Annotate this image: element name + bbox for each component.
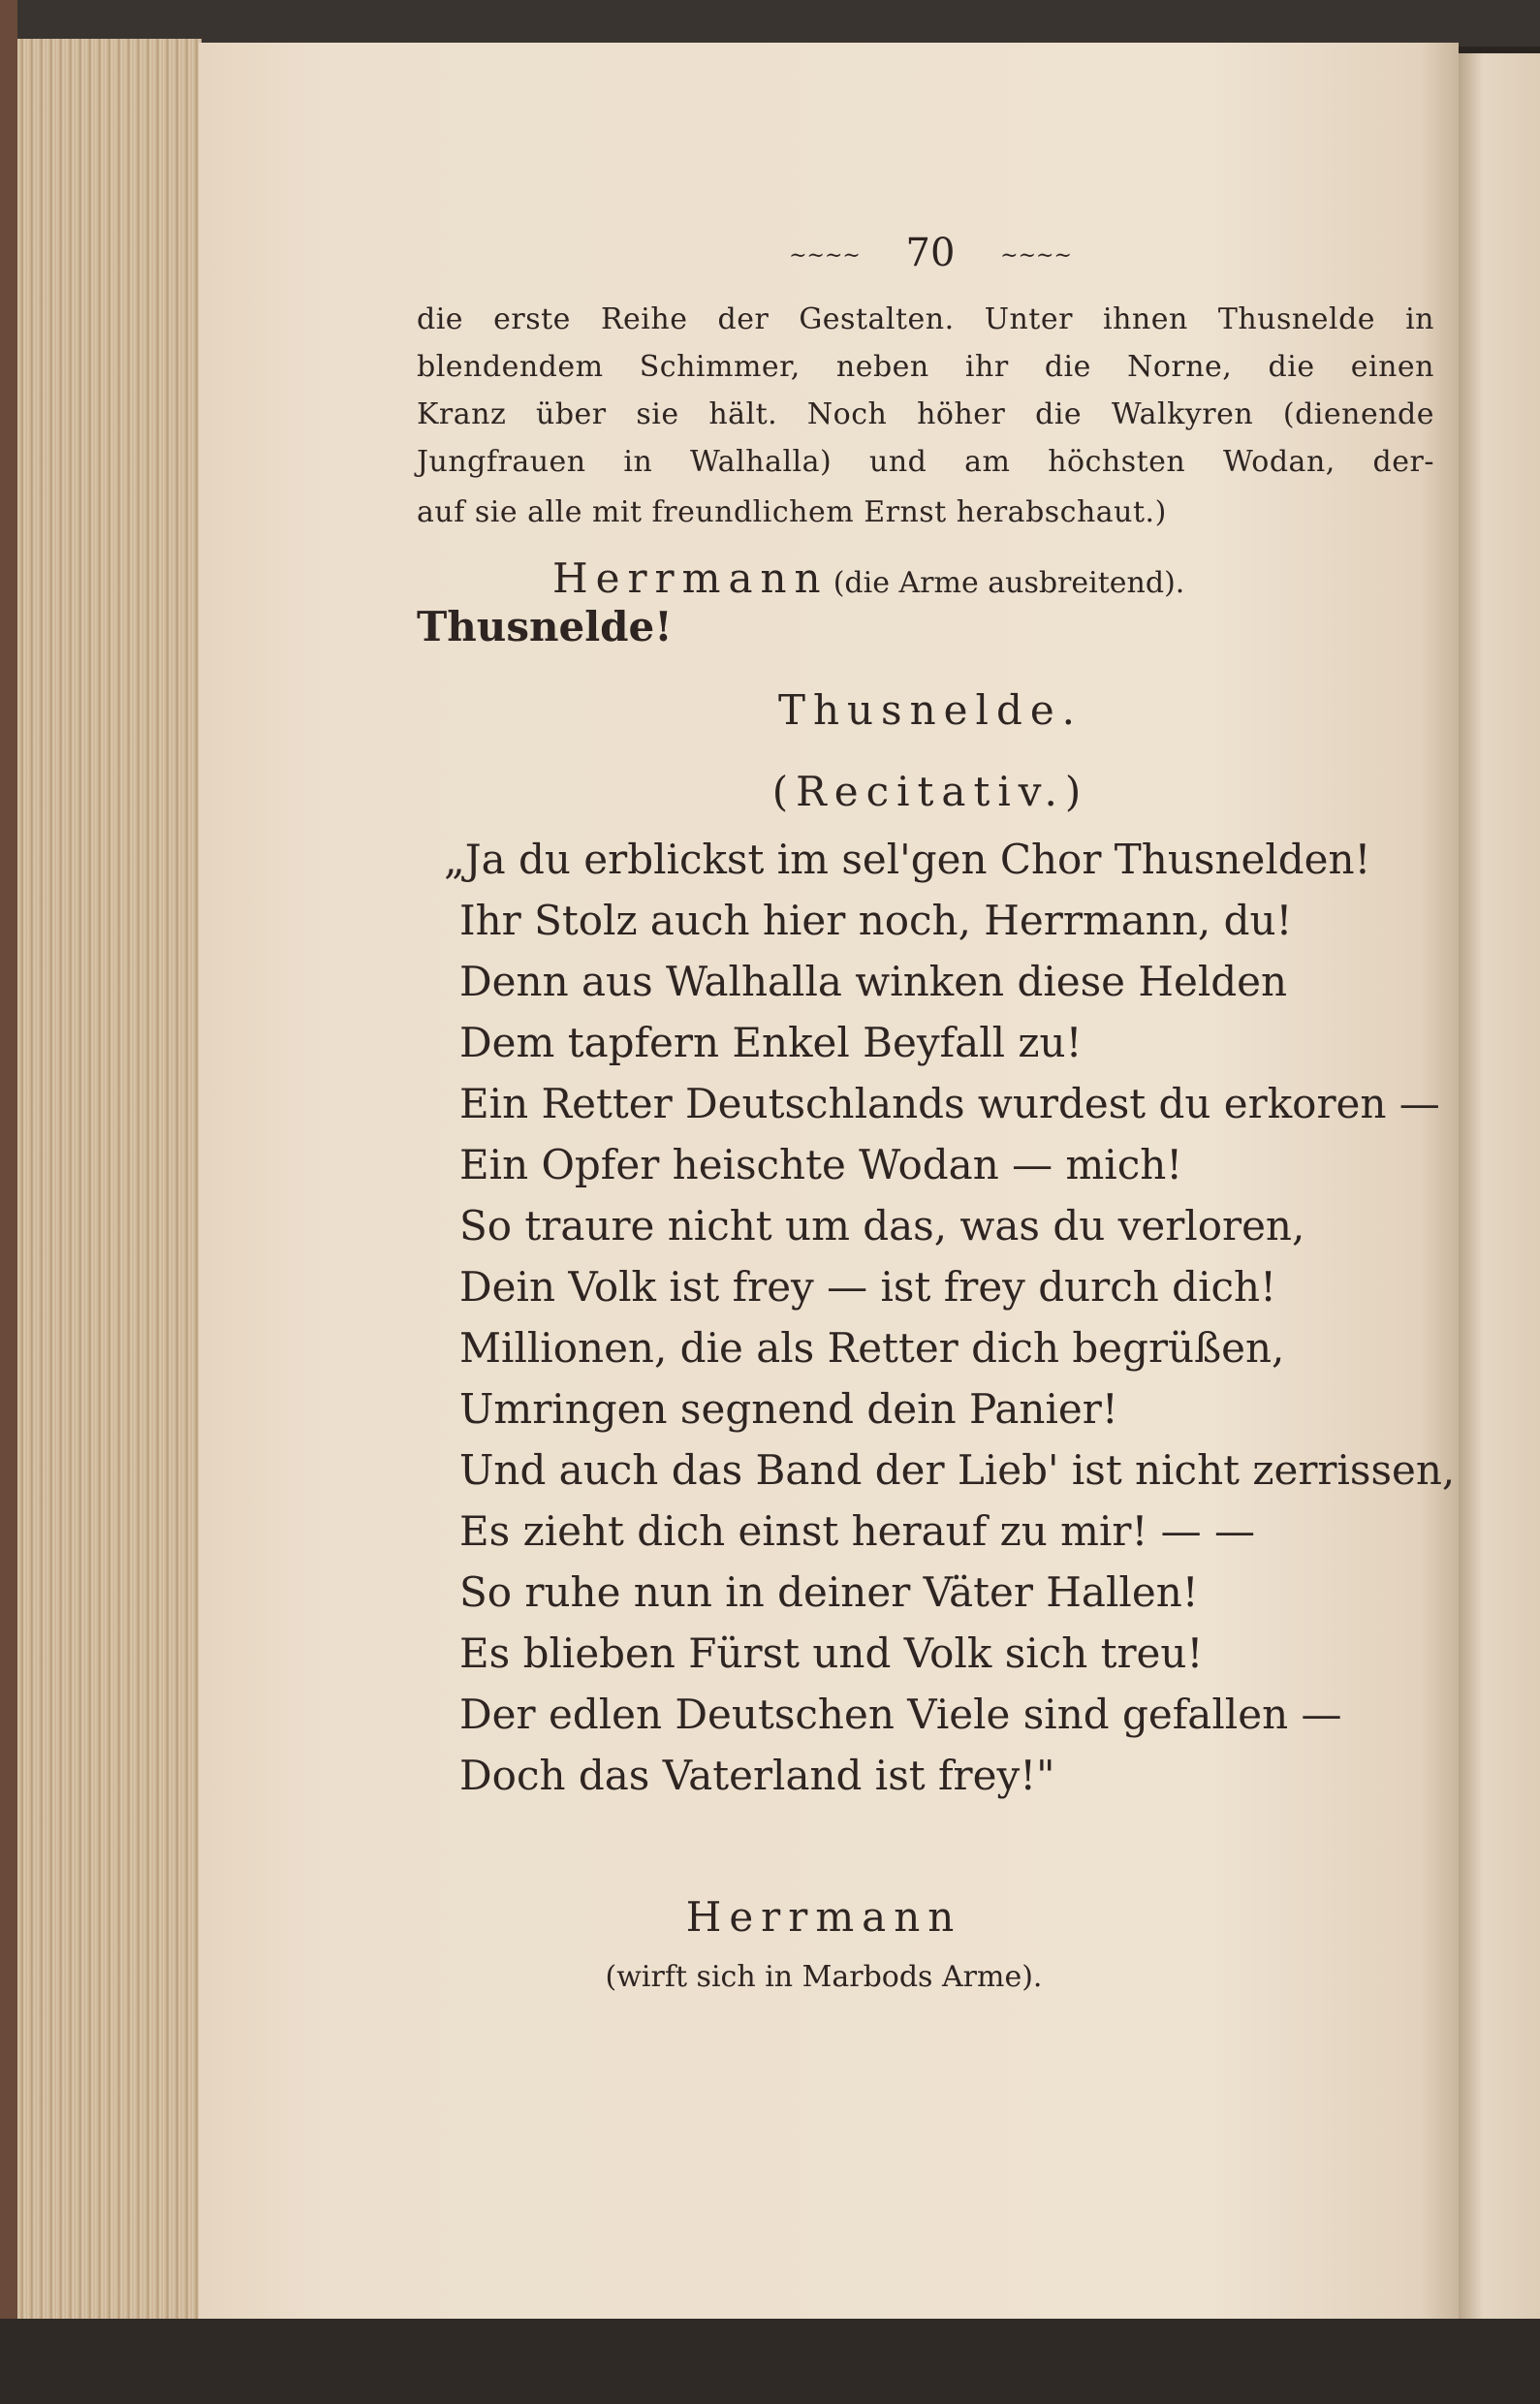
verse-line: Dem tapfern Enkel Beyfall zu! xyxy=(459,1019,1083,1066)
verse-line: Es zieht dich einst herauf zu mir! — — xyxy=(459,1507,1256,1555)
verse-line: Ein Retter Deutschlands wurdest du erkoren — xyxy=(459,1080,1440,1127)
ornament-right: ~~~~ xyxy=(1000,243,1072,269)
verse-line: So ruhe nun in deiner Väter Hallen! xyxy=(459,1568,1199,1616)
speaker-direction: (die Arme ausbreitend). xyxy=(833,566,1185,600)
verse-line: Doch das Vaterland ist frey!" xyxy=(459,1752,1055,1799)
verse-line: Ihr Stolz auch hier noch, Herrmann, du! xyxy=(459,897,1293,944)
book-cover-edge xyxy=(0,0,17,2404)
speaker-direction: (wirft sich in Marbods Arme). xyxy=(605,1960,1043,1994)
facing-page-edge xyxy=(1459,53,1540,2322)
speaker-name: Herrmann xyxy=(552,554,829,602)
verse-line: Umringen segnend dein Panier! xyxy=(459,1385,1118,1433)
verse-line: Und auch das Band der Lieb' ist nicht zerrissen, xyxy=(459,1446,1456,1494)
verse-line: Es blieben Fürst und Volk sich treu! xyxy=(459,1629,1204,1677)
stage-direction-line: Kranz über sie hält. Noch höher die Walkyren (dienende xyxy=(417,397,1434,431)
verse-line: Denn aus Walhalla winken diese Helden xyxy=(459,958,1288,1005)
stage-direction-line: Jungfrauen in Walhalla) und am höchsten Wodan, der- xyxy=(417,445,1434,479)
verse-line: So traure nicht um das, was du verloren, xyxy=(459,1202,1305,1249)
stage-direction-line: auf sie alle mit freundlichem Ernst herabschaut.) xyxy=(417,495,1167,529)
page-number: 70 xyxy=(905,231,956,275)
page-edges xyxy=(17,39,202,2336)
stage-direction-line: die erste Reihe der Gestalten. Unter ihnen Thusnelde in xyxy=(417,302,1434,336)
speaker-herrmann xyxy=(552,554,1184,602)
verse-line: Millionen, die als Retter dich begrüßen, xyxy=(459,1324,1285,1372)
speaker-herrmann: Herrmann xyxy=(685,1893,962,1941)
ornament-left: ~~~~ xyxy=(789,243,861,269)
speaker-thusnelde: Thusnelde. xyxy=(777,686,1084,734)
speech-line: Thusnelde! xyxy=(417,603,673,650)
stage-direction-line: blendendem Schimmer, neben ihr die Norne, die einen xyxy=(417,350,1434,384)
verse-line: Der edlen Deutschen Viele sind gefallen — xyxy=(459,1691,1342,1738)
verse-line: Ein Opfer heischte Wodan — mich! xyxy=(459,1141,1183,1188)
speaker-direction: (Recitativ.) xyxy=(771,768,1089,815)
scan-background-top xyxy=(0,0,1540,47)
page-header xyxy=(756,231,1105,275)
verse-line: „Ja du erblickst im sel'gen Chor Thusnelden! xyxy=(444,836,1371,883)
verse-line: Dein Volk ist frey — ist frey durch dich! xyxy=(459,1263,1276,1311)
scan-background-bottom xyxy=(0,2319,1540,2404)
